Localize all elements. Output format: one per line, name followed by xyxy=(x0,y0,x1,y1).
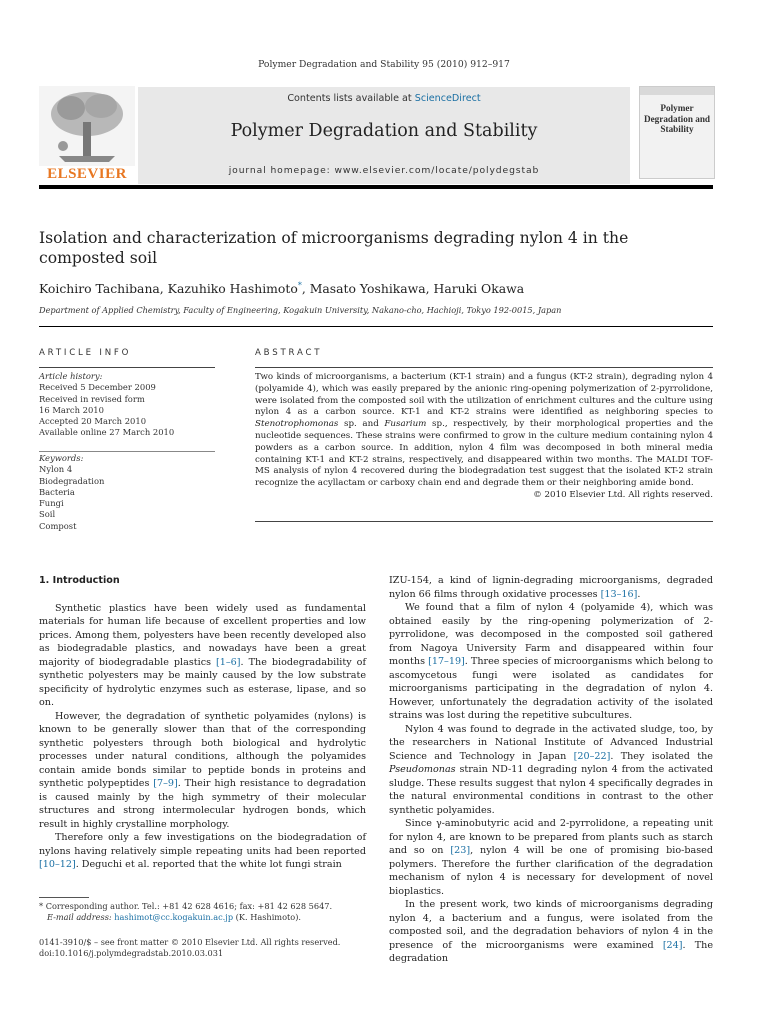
body-paragraph xyxy=(389,574,713,601)
citation-link[interactable]: [24] xyxy=(662,939,683,951)
paragraph-text: Therefore only a few investigations on the biodegradation of nylons having relatively simple repeating units had been reported xyxy=(39,832,366,857)
email-link[interactable]: hashimot@cc.kogakuin.ac.jp xyxy=(114,912,234,923)
body-paragraph xyxy=(389,817,713,898)
authors-before: Koichiro Tachibana, Kazuhiko Hashimoto xyxy=(39,281,298,297)
body-paragraph xyxy=(39,602,366,710)
body-right-column xyxy=(389,574,713,966)
history-item: Received in revised form xyxy=(39,393,145,404)
paragraph-text: . Three species of microorganisms which belong to ascomycetous fungi were isolated as candidates for microorganisms participating in the degradation of nylon 4. However, unfortunately the degradation activity of the isolated strains was lost during the repetitive subcultures. xyxy=(389,656,713,721)
paragraph-text: Nylon 4 was found to degrade in the activated sludge, too, by the researchers in National Institute of Advanced Industrial Science and Technology in Japan xyxy=(389,723,713,762)
abstract-heading: ABSTRACT xyxy=(255,348,323,358)
journal-citation: Polymer Degradation and Stability 95 (2010) 912–917 xyxy=(258,59,510,70)
doi-line[interactable]: doi:10.1016/j.polymdegradstab.2010.03.031 xyxy=(39,948,224,959)
keywords-heading: Keywords: xyxy=(39,453,84,463)
section-heading: 1. Introduction xyxy=(39,575,120,586)
elsevier-wordmark: ELSEVIER xyxy=(47,166,127,182)
keyword-item: Bacteria xyxy=(39,486,75,497)
abstract-text xyxy=(255,372,713,502)
divider xyxy=(39,367,215,368)
front-matter xyxy=(39,937,379,960)
citation-link[interactable]: [17–19] xyxy=(428,656,465,667)
article-history xyxy=(39,371,215,439)
article-title: Isolation and characterization of microorganisms degrading nylon 4 in the composted soil xyxy=(39,229,629,267)
body-left-column xyxy=(39,574,366,872)
keyword-item: Nylon 4 xyxy=(39,464,73,475)
paragraph-text: , nylon 4 will be one of promising bio-based polymers. Therefore the further clarification of the degradation mechanism of nylon 4 is necessary for development of novel bioplastics. xyxy=(389,845,713,897)
article-info-heading: ARTICLE INFO xyxy=(39,348,132,358)
footnote-rule xyxy=(39,897,89,898)
history-item: 16 March 2010 xyxy=(39,404,104,415)
citation-link[interactable]: [20–22] xyxy=(573,750,611,762)
footnote-contact: * Corresponding author. Tel.: +81 42 628 4616; fax: +81 42 628 5647. xyxy=(39,901,333,911)
sciencedirect-link[interactable]: ScienceDirect xyxy=(414,93,481,104)
keyword-item: Biodegradation xyxy=(39,475,105,486)
keywords xyxy=(39,453,215,532)
paragraph-text: Synthetic plastics have been widely used as fundamental materials for human life because of excellent properties and low prices. Among them, polyesters have been recently developed also as biodegradable plastics, and nowadays have been a great majority of biodegradable plastics xyxy=(39,602,366,668)
cover-title: Polymer Degradation and Stability xyxy=(643,103,711,134)
contents-line xyxy=(138,93,630,104)
paragraph-text: However, the degradation of synthetic polyamides (nylons) is known to be generally slower than that of the corresponding synthetic polyesters through both biological and hydrolytic processes under natural conditions, although the polyamides contain amide bonds similar to peptide bonds in proteins and synthetic polypeptides xyxy=(39,710,366,789)
affiliation: Department of Applied Chemistry, Faculty of Engineering, Kogakuin University, Nakano-cho, Hachioji, Tokyo 192-0015, Japan xyxy=(39,305,562,315)
keyword-item: Fungi xyxy=(39,498,64,509)
abstract-genus: Fusarium xyxy=(384,419,427,430)
body-paragraph xyxy=(39,710,366,832)
abstract-part: Two kinds of microorganisms, a bacterium (KT-1 strain) and a fungus (KT-2 strain), degrading nylon 4 (polyamide 4), which was easily prepared by the anionic ring-opening polymerization of 2-pyrrolidone, were isolated from the composted soil with the utilization of enrichment cultures and the culture using nylon 4 as a carbon source. KT-1 and KT-2 strains were identified as neighboring species to xyxy=(255,372,713,418)
body-paragraph xyxy=(389,898,713,966)
authors-after: , Masato Yoshikawa, Haruki Okawa xyxy=(301,281,525,297)
journal-homepage[interactable]: journal homepage: www.elsevier.com/locate/polydegstab xyxy=(228,165,540,176)
body-paragraph xyxy=(389,723,713,818)
paragraph-text: Since γ-aminobutyric acid and 2-pyrrolidone, a repeating unit for nylon 4, are known to be prepared from plants such as starch and so on xyxy=(389,818,713,856)
history-item: Accepted 20 March 2010 xyxy=(39,416,147,427)
divider xyxy=(255,367,713,368)
journal-title: Polymer Degradation and Stability xyxy=(230,121,538,141)
footnote-email-line xyxy=(39,912,379,923)
paragraph-text: . They isolated the xyxy=(610,750,713,762)
citation-link[interactable]: [23] xyxy=(450,845,471,856)
body-paragraph xyxy=(389,601,713,723)
paragraph-text: We found that a film of nylon 4 (polyamide 4), which was obtained easily by the ring-opening polymerization of 2-pyrrolidone, was decomposed in the composted soil gathered from Nagoya University Farm and disappeared within four months xyxy=(389,602,713,667)
genus-name: Pseudomonas xyxy=(389,764,456,775)
divider xyxy=(39,451,215,452)
paragraph-text: . The degradation xyxy=(389,939,714,964)
cover-stripe xyxy=(640,87,714,95)
citation-link[interactable]: [7–9] xyxy=(153,778,178,789)
tree-icon xyxy=(39,86,135,166)
divider xyxy=(39,326,713,327)
history-item: Received 5 December 2009 xyxy=(39,382,156,393)
body-paragraph xyxy=(39,831,366,872)
email-label: E-mail address: xyxy=(47,912,115,923)
keyword-item: Soil xyxy=(39,509,56,520)
citation-link[interactable]: [1–6] xyxy=(216,656,241,668)
keyword-item: Compost xyxy=(39,520,77,531)
corresponding-mark[interactable]: * xyxy=(297,281,302,290)
paragraph-text: IZU-154, a kind of lignin-degrading microorganisms, degraded nylon 66 films through oxidative processes xyxy=(389,575,713,600)
history-item: Available online 27 March 2010 xyxy=(39,427,175,438)
paragraph-text: . Their high resistance to degradation is caused mainly by the high symmetry of their molecular structures and strong intermolecular hydrogen bonds, which result in highly crystalline morphology. xyxy=(39,778,366,830)
contents-prefix: Contents lists available at xyxy=(287,93,415,104)
paragraph-text: In the present work, two kinds of microorganisms degrading nylon 4, a bacterium and a fungus, were isolated from the composted soil, and the degradation behaviors of nylon 4 in the presence of the microorganisms were examined xyxy=(389,899,713,951)
citation-link[interactable]: [10–12] xyxy=(39,859,76,870)
copyright: © 2010 Elsevier Ltd. All rights reserved. xyxy=(533,489,713,500)
paragraph-text: strain ND-11 degrading nylon 4 from the activated sludge. These results suggest that nylon 4 specifically degrades in the natural environmental conditions in contrast to the other synthetic polyamides. xyxy=(389,764,713,816)
paragraph-text: . xyxy=(637,588,641,600)
divider xyxy=(255,521,713,522)
history-heading: Article history: xyxy=(39,371,103,381)
email-suffix: (K. Hashimoto). xyxy=(233,912,302,923)
footnote xyxy=(39,901,379,924)
journal-cover xyxy=(639,86,715,179)
author-list xyxy=(39,281,713,296)
abstract-genus: Stenotrophomonas xyxy=(255,419,339,430)
paragraph-text: . Deguchi et al. reported that the white lot fungi strain xyxy=(75,859,342,870)
abstract-part: sp., respectively, by their morphological properties and the nucleotide sequences. These strains were confirmed to grow in the culture medium containing nylon 4 powders as a carbon source. In addition, nylon 4 film was decomposed in both mineral media containing KT-1 and KT-2 strains, respectively, and disappeared within two months. The MALDI TOF-MS analysis of nylon 4 recovered during the biodegradation test suggest that the isolated KT-2 strain recognize the acyllactam or carboxy chain end and degrade them or their neighboring amide bond. xyxy=(255,419,713,489)
abstract-part: sp. and xyxy=(338,419,385,430)
header-rule xyxy=(39,185,713,189)
issn-line: 0141-3910/$ – see front matter © 2010 Elsevier Ltd. All rights reserved. xyxy=(39,937,341,947)
citation-link[interactable]: [13–16] xyxy=(600,588,638,600)
paragraph-text: . The biodegradability of synthetic polyesters may be mainly caused by the low substrate specificity of hydrolytic enzymes such as esterase, lipase, and so on. xyxy=(39,656,366,708)
